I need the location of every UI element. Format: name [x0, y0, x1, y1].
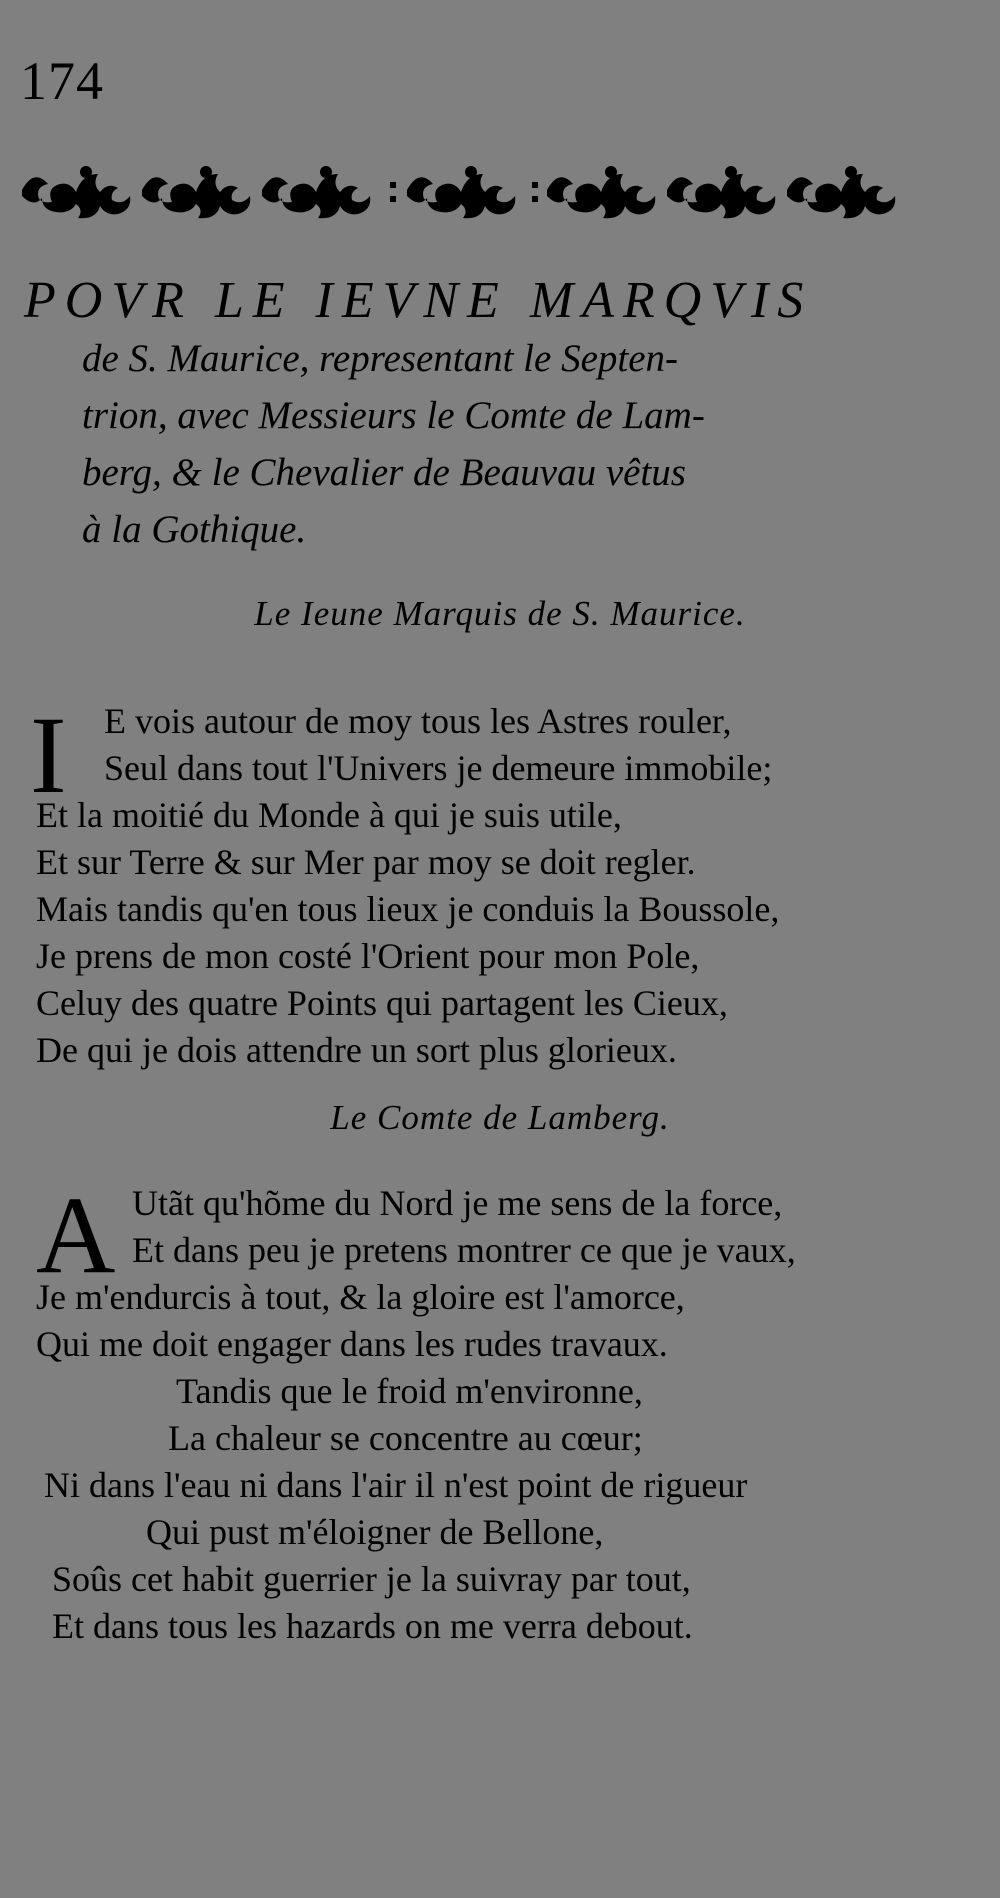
- verse-line: Soûs cet habit guerrier je la suivray par tout,: [52, 1559, 691, 1599]
- page-number: 174: [20, 51, 104, 111]
- speaker-heading-1: Le Ieune Marquis de S. Maurice.: [254, 594, 746, 633]
- verse-line: Je prens de mon costé l'Orient pour mon Pole,: [36, 936, 700, 976]
- verse-stanza-2: [36, 1174, 966, 1650]
- verse-line: La chaleur se concentre au cœur;: [168, 1418, 643, 1458]
- title-line-2: de S. Maurice, representant le Septen-: [82, 337, 679, 380]
- title-line-1: POVR LE IEVNE MARQVIS: [24, 272, 813, 329]
- verse-line: Utãt qu'hõme du Nord je me sens de la force,: [132, 1183, 783, 1223]
- verse-line: Qui pust m'éloigner de Bellone,: [146, 1512, 604, 1552]
- speaker-heading-2: Le Comte de Lamberg.: [330, 1098, 670, 1137]
- title-line-4: berg, & le Chevalier de Beauvau vêtus: [82, 451, 686, 494]
- dropcap-1: I: [30, 694, 67, 816]
- verse-line: De qui je dois attendre un sort plus glorieux.: [36, 1030, 677, 1070]
- verse-line: Et dans tous les hazards on me verra debout.: [52, 1606, 693, 1646]
- verse-line: Et dans peu je pretens montrer ce que je vaux,: [132, 1230, 796, 1270]
- verse-line: Seul dans tout l'Univers je demeure immobile;: [104, 748, 773, 788]
- verse-line: Et la moitié du Monde à qui je suis utile,: [36, 795, 622, 835]
- title-line-3: trion, avec Messieurs le Comte de Lam-: [82, 394, 705, 437]
- ornament-band-icon: [22, 150, 918, 230]
- verse-line: Et sur Terre & sur Mer par moy se doit regler.: [36, 842, 696, 882]
- title: [24, 272, 944, 558]
- dropcap-2: A: [36, 1174, 116, 1296]
- verse-line: Ni dans l'eau ni dans l'air il n'est point de rigueur: [44, 1465, 748, 1505]
- title-line-5: à la Gothique.: [82, 508, 307, 551]
- verse-line: Celuy des quatre Points qui partagent les Cieux,: [36, 983, 728, 1023]
- verse-stanza-1: [36, 698, 966, 1074]
- verse-line: Tandis que le froid m'environne,: [176, 1371, 643, 1411]
- verse-line: Qui me doit engager dans les rudes travaux.: [36, 1324, 668, 1364]
- verse-line: E vois autour de moy tous les Astres rouler,: [104, 701, 732, 741]
- verse-line: Je m'endurcis à tout, & la gloire est l'amorce,: [36, 1277, 685, 1317]
- verse-line: Mais tandis qu'en tous lieux je conduis la Boussole,: [36, 889, 780, 929]
